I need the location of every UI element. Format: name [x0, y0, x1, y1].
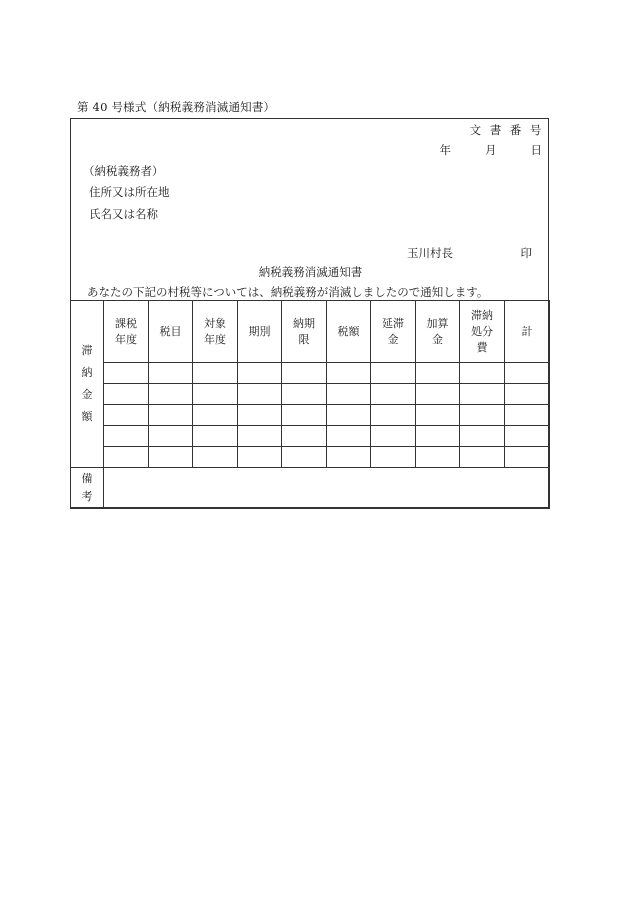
table-cell[interactable] [371, 384, 416, 405]
remarks-row [71, 468, 550, 509]
table-cell[interactable] [327, 447, 371, 468]
table-cell[interactable] [193, 363, 238, 384]
table-cell[interactable] [282, 363, 327, 384]
column-header [193, 301, 238, 363]
table-cell[interactable] [460, 426, 505, 447]
table-cell[interactable] [505, 384, 550, 405]
year-label: 年 [439, 143, 451, 157]
column-header [327, 301, 371, 363]
table-cell[interactable] [238, 384, 282, 405]
table-cell[interactable] [282, 405, 327, 426]
table-cell[interactable] [460, 384, 505, 405]
column-header [505, 301, 550, 363]
side-label-char: 額 [81, 410, 93, 423]
column-header [460, 301, 505, 363]
table-header-row [71, 301, 550, 363]
table-cell[interactable] [327, 363, 371, 384]
column-header-text: 加算 [426, 316, 449, 330]
column-header-text: 課税 [115, 316, 137, 330]
table-cell[interactable] [104, 426, 149, 447]
side-label-char: 納 [81, 366, 93, 379]
table-cell[interactable] [282, 447, 327, 468]
month-label: 月 [485, 143, 497, 157]
side-label-char: 滞 [81, 344, 93, 357]
table-cell[interactable] [371, 426, 416, 447]
column-header-text: 計 [521, 324, 533, 338]
table-cell[interactable] [416, 384, 460, 405]
table-cell[interactable] [505, 405, 550, 426]
table-cell[interactable] [416, 405, 460, 426]
table-cell[interactable] [238, 426, 282, 447]
table-cell[interactable] [238, 447, 282, 468]
table-row [71, 426, 550, 447]
column-header-text: 税額 [337, 324, 360, 338]
column-header-text: 金 [432, 332, 443, 346]
column-header-text: 金 [387, 332, 399, 346]
table-row [71, 384, 550, 405]
column-header [282, 301, 327, 363]
notice-title: 納税義務消滅通知書 [258, 265, 363, 279]
column-header-text: 年度 [204, 332, 226, 346]
table-cell[interactable] [416, 426, 460, 447]
column-header [416, 301, 460, 363]
column-header-text: 延滞 [382, 316, 404, 330]
column-header-text: 年度 [115, 332, 137, 346]
column-header-text: 期別 [248, 324, 271, 338]
table-cell[interactable] [149, 363, 193, 384]
side-label-char: 金 [81, 388, 93, 401]
table-cell[interactable] [371, 447, 416, 468]
table-cell[interactable] [149, 426, 193, 447]
table-row [71, 447, 550, 468]
table-cell[interactable] [327, 426, 371, 447]
column-header [149, 301, 193, 363]
table-cell[interactable] [327, 384, 371, 405]
table-cell[interactable] [238, 363, 282, 384]
table-row [71, 405, 550, 426]
column-header-text: 税目 [159, 324, 182, 338]
remarks-field[interactable] [104, 468, 550, 509]
table-cell[interactable] [371, 363, 416, 384]
arrears-table [70, 300, 550, 509]
table-cell[interactable] [460, 447, 505, 468]
table-cell[interactable] [149, 384, 193, 405]
day-label: 日 [530, 143, 542, 157]
arrears-amount-side-label [71, 301, 104, 468]
column-header-text: 限 [298, 332, 310, 346]
remarks-label-char: 備 [81, 472, 93, 485]
column-header-text: 納期 [293, 316, 315, 330]
table-cell[interactable] [460, 405, 505, 426]
date-line [440, 143, 543, 157]
column-header [371, 301, 416, 363]
mayor-label: 玉川村長 [407, 246, 453, 260]
table-cell[interactable] [104, 363, 149, 384]
column-header [238, 301, 282, 363]
table-cell[interactable] [104, 384, 149, 405]
column-header [104, 301, 149, 363]
document-number-label: 文書番号 [469, 123, 550, 137]
table-cell[interactable] [193, 405, 238, 426]
table-cell[interactable] [238, 405, 282, 426]
column-header-text: 処分 [471, 324, 493, 338]
table-row [71, 363, 550, 384]
table-cell[interactable] [282, 384, 327, 405]
table-cell[interactable] [371, 405, 416, 426]
table-cell[interactable] [282, 426, 327, 447]
form-title: 第 40 号様式（納税義務消滅通知書） [77, 100, 276, 114]
notice-body: あなたの下記の村税等については、納税義務が消滅しましたので通知します。 [87, 285, 489, 299]
table-cell[interactable] [193, 426, 238, 447]
table-cell[interactable] [104, 447, 149, 468]
table-cell[interactable] [505, 426, 550, 447]
table-cell[interactable] [327, 405, 371, 426]
table-cell[interactable] [505, 363, 550, 384]
table-cell[interactable] [193, 384, 238, 405]
column-header-text: 費 [476, 340, 488, 354]
table-cell[interactable] [193, 447, 238, 468]
table-cell[interactable] [460, 363, 505, 384]
column-header-text: 滞納 [471, 308, 493, 322]
table-cell[interactable] [149, 405, 193, 426]
address-label: 住所又は所在地 [89, 185, 170, 199]
name-label: 氏名又は名称 [89, 207, 158, 221]
remarks-label [71, 468, 104, 509]
remarks-label-char: 考 [81, 490, 93, 503]
table-cell[interactable] [505, 447, 550, 468]
table-cell[interactable] [416, 363, 460, 384]
seal-label: 印 [520, 246, 532, 260]
column-header-text: 対象 [204, 316, 226, 330]
taxpayer-label: （納税義務者） [83, 164, 164, 178]
notice-form [70, 118, 549, 508]
table-cell[interactable] [149, 447, 193, 468]
table-cell[interactable] [104, 405, 149, 426]
table-cell[interactable] [416, 447, 460, 468]
